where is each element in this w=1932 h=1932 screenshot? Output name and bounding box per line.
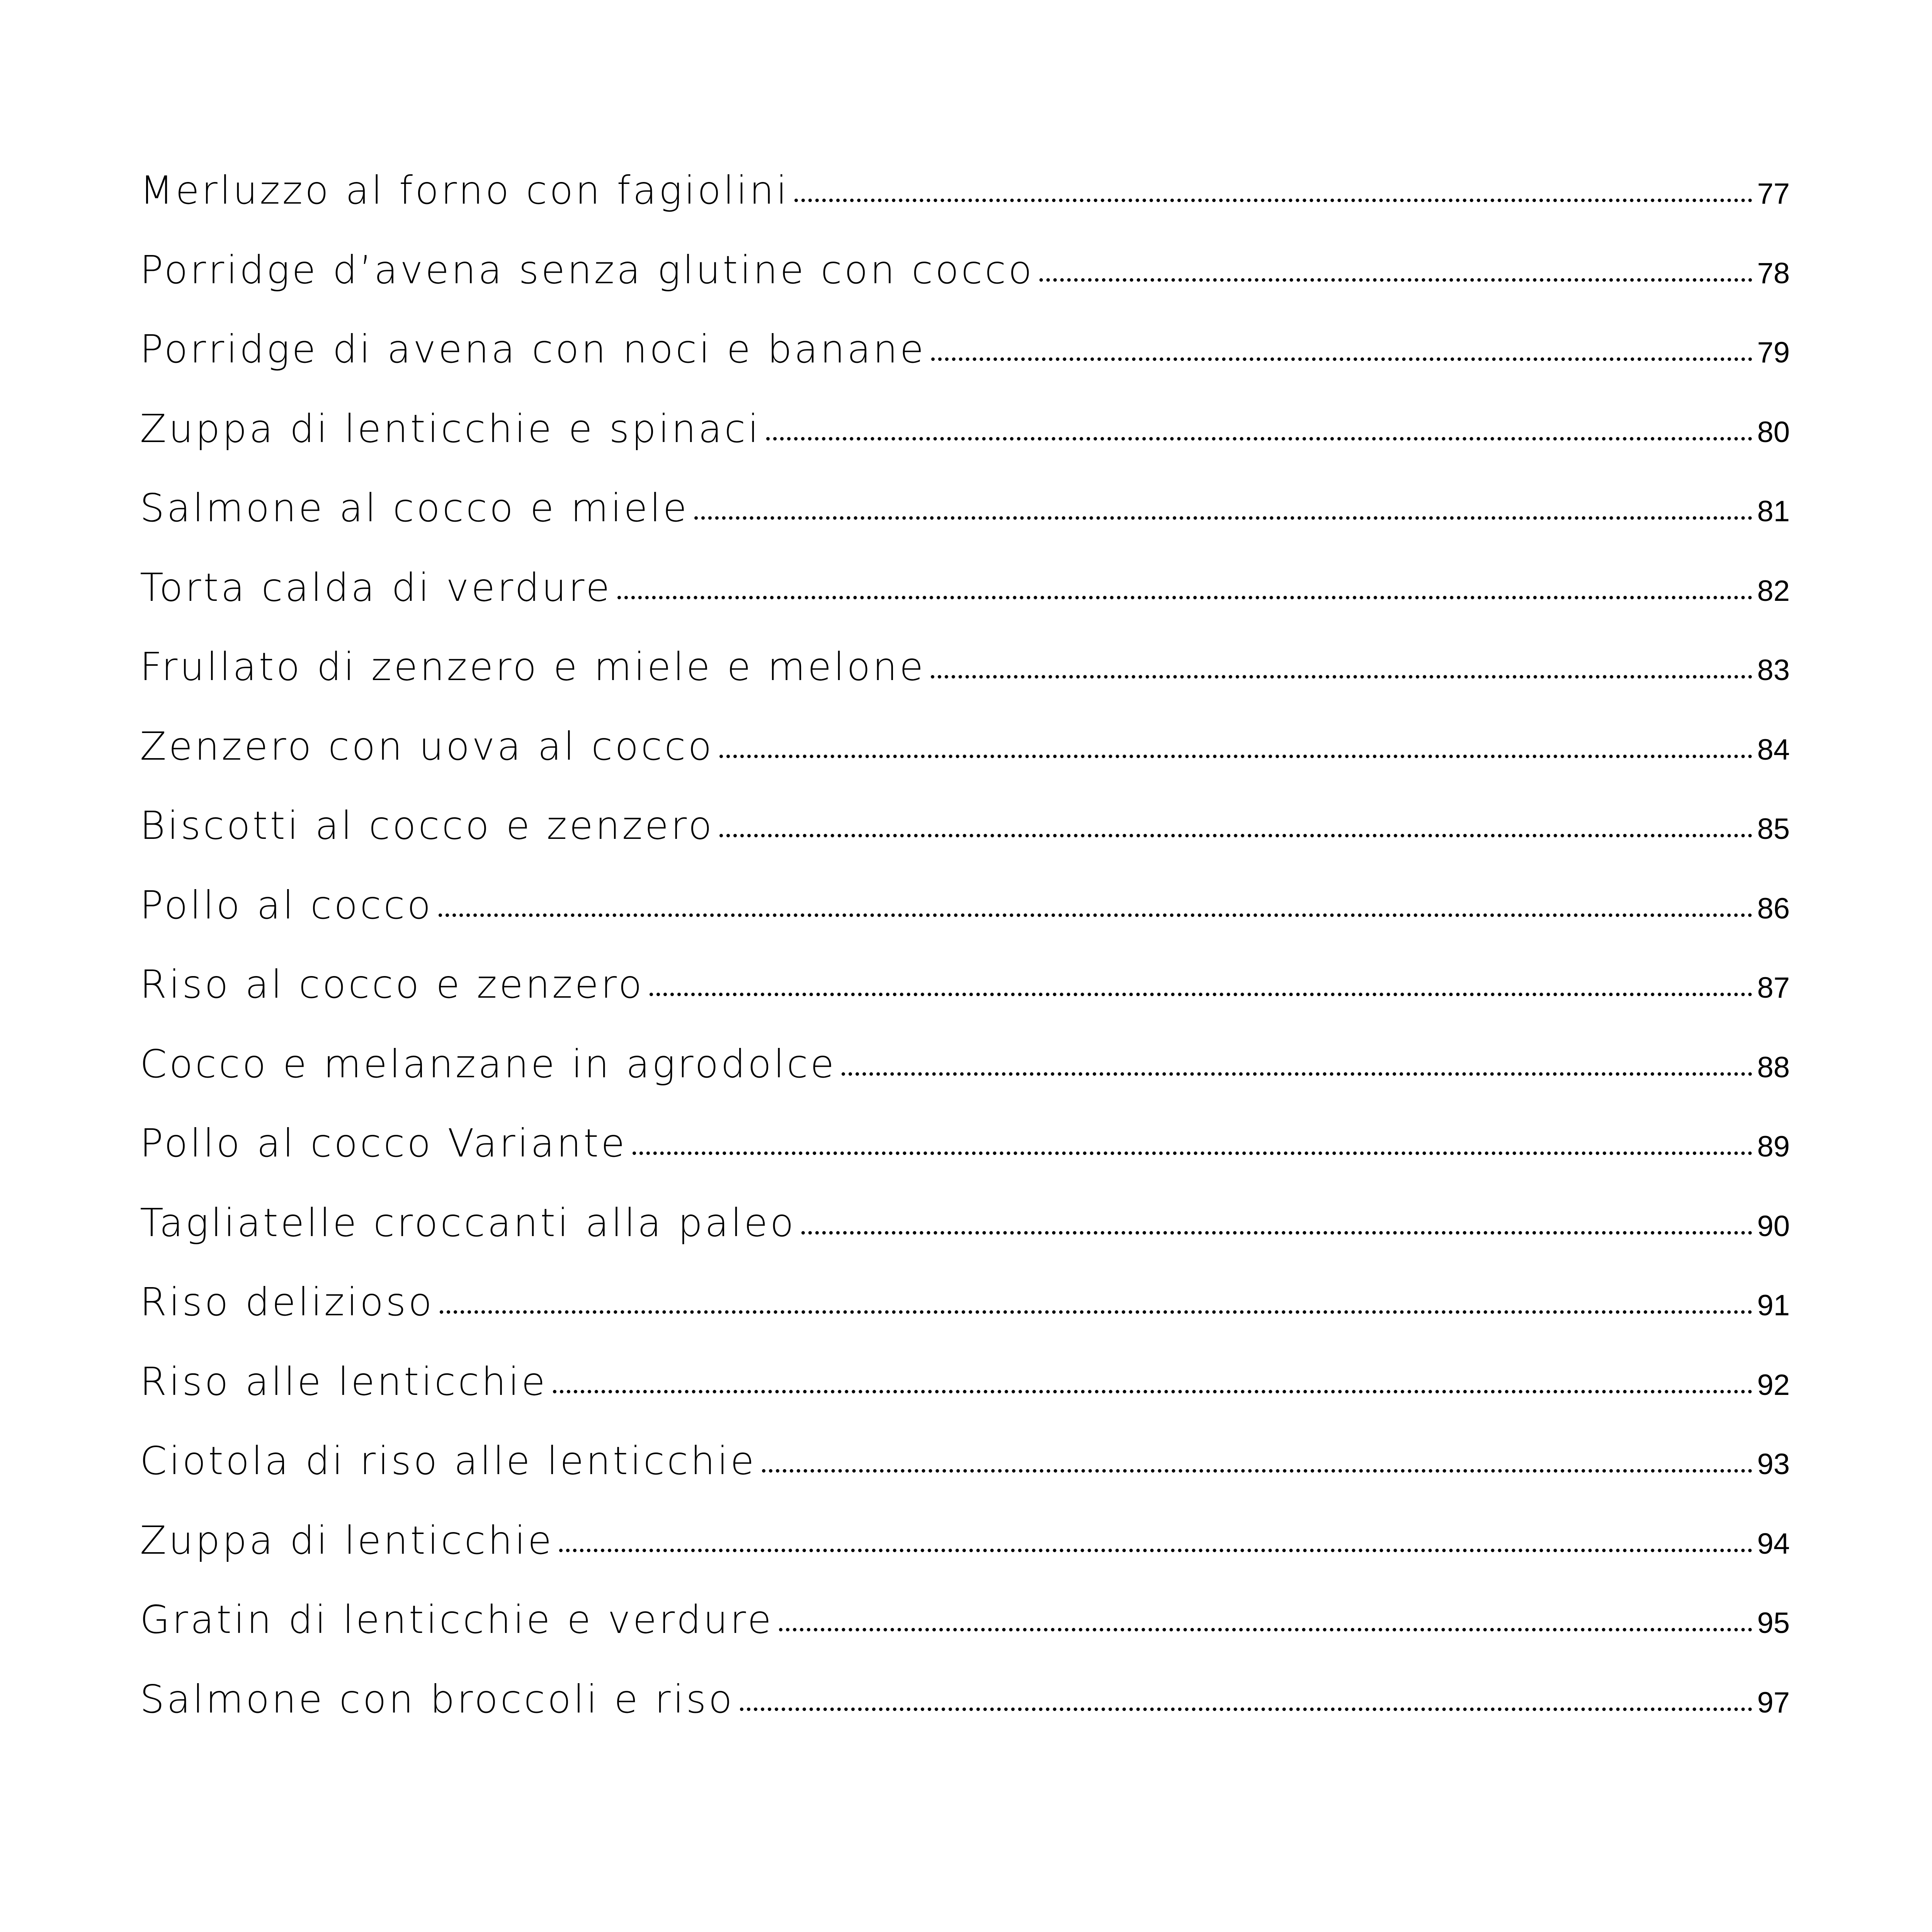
toc-entry-page-number: 97 (1757, 1686, 1790, 1719)
toc-entry[interactable] (140, 1200, 1790, 1280)
toc-entry[interactable] (140, 1279, 1790, 1359)
dot-leader (694, 516, 1752, 520)
toc-entry[interactable] (140, 962, 1790, 1041)
dot-leader (440, 1310, 1753, 1314)
toc-entry[interactable] (140, 724, 1790, 803)
toc-entry-title: Pollo al cocco (140, 882, 433, 928)
dot-leader (779, 1628, 1753, 1631)
toc-entry-title: Biscotti al cocco e zenzero (140, 803, 714, 848)
toc-entry-page-number: 94 (1757, 1527, 1790, 1560)
toc-entry-title: Riso al cocco e zenzero (140, 962, 645, 1007)
toc-entry-title: Salmone con broccoli e riso (140, 1676, 735, 1722)
toc-entry-title: Porridge d’avena senza glutine con cocco (140, 247, 1034, 293)
dot-leader (553, 1390, 1753, 1393)
toc-entry[interactable] (140, 247, 1790, 327)
toc-entry-page-number: 90 (1757, 1209, 1790, 1243)
toc-entry-page-number: 89 (1757, 1130, 1790, 1163)
toc-entry-page-number: 95 (1757, 1607, 1790, 1639)
toc-entry-title: Riso alle lenticchie (140, 1359, 548, 1404)
dot-leader (931, 357, 1752, 361)
toc-entry[interactable] (140, 327, 1790, 406)
toc-entry-title: Gratin di lenticchie e verdure (140, 1597, 774, 1642)
toc-entry[interactable] (140, 883, 1790, 962)
dot-leader (931, 675, 1752, 679)
toc-entry-title: Zuppa di lenticchie (140, 1517, 554, 1563)
dot-leader (794, 199, 1752, 202)
dot-leader (801, 1231, 1753, 1235)
toc-entry[interactable] (140, 1677, 1790, 1756)
toc-entry[interactable] (140, 1359, 1790, 1439)
toc-entry[interactable] (140, 406, 1790, 486)
toc-entry-page-number: 78 (1757, 257, 1790, 290)
toc-entry[interactable] (140, 1041, 1790, 1121)
toc-entry-page-number: 93 (1757, 1448, 1790, 1481)
toc-entry-title: Frullato di zenzero e miele e melone (140, 644, 926, 689)
toc-entry[interactable] (140, 565, 1790, 645)
toc-entry[interactable] (140, 1121, 1790, 1200)
toc-entry-page-number: 77 (1757, 177, 1790, 210)
toc-entry-page-number: 79 (1757, 336, 1790, 369)
toc-entry-title: Zuppa di lenticchie e spinaci (140, 406, 761, 451)
toc-entry-title: Torta calda di verdure (140, 565, 612, 610)
dot-leader (766, 437, 1752, 440)
toc-entry-page-number: 83 (1757, 654, 1790, 687)
dot-leader (650, 993, 1752, 996)
dot-leader (617, 596, 1753, 599)
dot-leader (719, 755, 1753, 758)
toc-entry-page-number: 82 (1757, 574, 1790, 607)
toc-entry[interactable] (140, 485, 1790, 565)
toc-entry-title: Pollo al cocco Variante (140, 1121, 627, 1166)
toc-entry-title: Porridge di avena con noci e banane (140, 327, 926, 372)
dot-leader (559, 1549, 1752, 1552)
dot-leader (439, 913, 1753, 917)
toc-entry-page-number: 92 (1757, 1368, 1790, 1401)
table-of-contents (140, 168, 1790, 1756)
dot-leader (719, 834, 1752, 837)
toc-entry-page-number: 88 (1757, 1051, 1790, 1084)
toc-entry-page-number: 80 (1757, 415, 1790, 449)
toc-entry-page-number: 81 (1757, 495, 1790, 528)
toc-entry-title: Tagliatelle croccanti alla paleo (140, 1200, 796, 1245)
toc-entry[interactable] (140, 168, 1790, 247)
toc-entry[interactable] (140, 1597, 1790, 1677)
toc-entry-page-number: 91 (1757, 1289, 1790, 1322)
toc-entry-title: Merluzzo al forno con fagiolini (140, 168, 789, 213)
toc-entry-page-number: 87 (1757, 971, 1790, 1004)
toc-entry[interactable] (140, 1518, 1790, 1597)
toc-entry[interactable] (140, 644, 1790, 724)
toc-entry-title: Ciotola di riso alle lenticchie (140, 1438, 757, 1483)
dot-leader (762, 1469, 1753, 1473)
toc-entry-title: Cocco e melanzane in agrodolce (140, 1041, 837, 1087)
dot-leader (1039, 278, 1752, 282)
toc-entry-page-number: 86 (1757, 892, 1790, 925)
toc-entry-page-number: 85 (1757, 813, 1790, 845)
dot-leader (633, 1151, 1753, 1155)
toc-entry-title: Riso delizioso (140, 1279, 434, 1325)
dot-leader (842, 1072, 1752, 1076)
dot-leader (740, 1708, 1753, 1711)
toc-entry[interactable] (140, 1438, 1790, 1518)
toc-entry-title: Zenzero con uova al cocco (140, 723, 714, 769)
toc-entry-page-number: 84 (1757, 733, 1790, 766)
toc-entry-title: Salmone al cocco e miele (140, 485, 689, 531)
toc-entry[interactable] (140, 803, 1790, 883)
